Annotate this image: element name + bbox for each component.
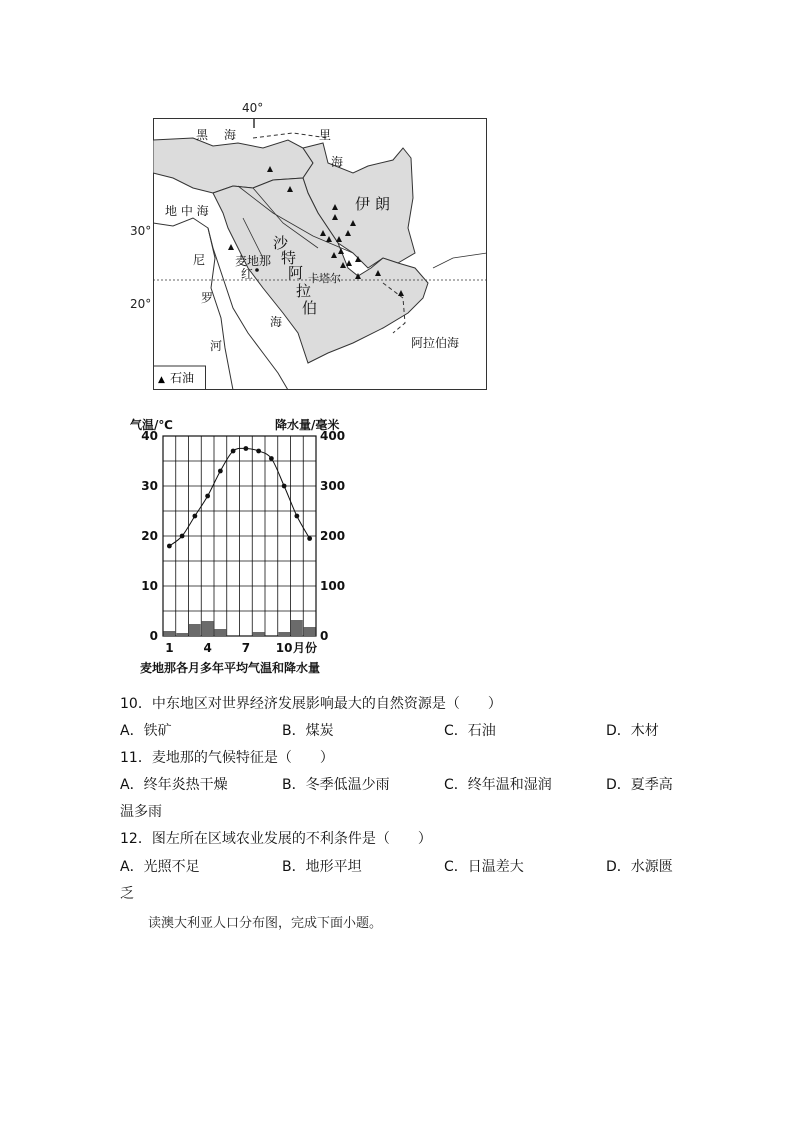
label-red-sea-1: 红 <box>241 267 254 281</box>
y-right-axis-label: 降水量/毫米 <box>275 418 340 432</box>
lat-30-label: 30° <box>130 224 152 238</box>
temperature-point <box>269 456 274 461</box>
q10-option-b[interactable]: B．煤炭 <box>282 723 334 739</box>
label-saudi-3: 阿 <box>288 264 304 282</box>
precip-bar <box>278 632 290 636</box>
climate-chart <box>120 412 360 677</box>
precip-bar <box>164 631 176 636</box>
label-nile-3: 河 <box>210 339 223 353</box>
label-iran-1: 伊 <box>355 195 371 213</box>
y-right-tick-label: 100 <box>320 579 346 593</box>
y-left-tick-label: 0 <box>149 629 158 643</box>
lat-20-label: 20° <box>130 297 152 311</box>
temperature-point <box>294 514 299 519</box>
x-tick-label: 10 <box>275 641 293 655</box>
temperature-point <box>231 449 236 454</box>
temperature-point <box>256 449 261 454</box>
q11-option-c[interactable]: C．终年温和湿润 <box>444 777 552 793</box>
label-saudi-5: 伯 <box>302 299 318 317</box>
q11-option-d-continued: 温多雨 <box>120 804 162 820</box>
q12-option-d-continued: 乏 <box>120 886 134 902</box>
label-saudi-1: 沙 <box>273 234 289 252</box>
y-right-tick-label: 0 <box>320 629 329 643</box>
y-left-axis-label: 气温/℃ <box>130 418 173 432</box>
y-left-tick-label: 40 <box>141 429 158 443</box>
precip-bar <box>253 632 265 636</box>
temperature-point <box>307 536 312 541</box>
middle-east-map <box>153 118 487 390</box>
temperature-point <box>218 469 223 474</box>
q10-option-d[interactable]: D．木材 <box>606 723 659 739</box>
q12-option-c[interactable]: C．日温差大 <box>444 859 524 875</box>
label-iran-2: 朗 <box>375 195 391 213</box>
chart-title: 麦地那各月多年平均气温和降水量 <box>140 661 321 675</box>
label-saudi-4: 拉 <box>296 282 312 300</box>
label-caspian-1: 里 <box>319 128 332 142</box>
precip-bar <box>202 621 214 636</box>
y-left-tick-label: 20 <box>141 529 158 543</box>
precip-bar <box>176 633 188 636</box>
medina-city-marker <box>255 268 259 272</box>
label-nile-2: 罗 <box>201 291 214 305</box>
map-svg <box>153 118 487 390</box>
q10-option-a[interactable]: A．铁矿 <box>120 723 172 739</box>
x-tick-label: 4 <box>203 641 212 655</box>
q12-option-b[interactable]: B．地形平坦 <box>282 859 362 875</box>
label-nile-1: 尼 <box>193 253 206 267</box>
label-arabian-sea: 阿拉伯海 <box>411 336 460 350</box>
q11-option-b[interactable]: B．冬季低温少雨 <box>282 777 390 793</box>
y-right-tick-label: 200 <box>320 529 346 543</box>
y-left-tick-label: 30 <box>141 479 158 493</box>
precip-bar <box>291 620 303 636</box>
lon-40-label: 40° <box>242 101 264 115</box>
temperature-point <box>205 494 210 499</box>
q12-option-a[interactable]: A．光照不足 <box>120 859 200 875</box>
question-11-stem: 11．麦地那的气候特征是（ ） <box>120 750 334 766</box>
y-right-tick-label: 300 <box>320 479 346 493</box>
legend-symbol: ▲ <box>158 375 165 385</box>
temperature-point <box>167 544 172 549</box>
x-axis-unit-label: 月份 <box>293 641 318 655</box>
x-tick-label: 1 <box>165 641 174 655</box>
label-saudi-2: 特 <box>281 249 297 267</box>
q12-option-d[interactable]: D．水源匮 <box>606 859 673 875</box>
label-black-sea-2: 海 <box>224 128 237 142</box>
q10-option-c[interactable]: C．石油 <box>444 723 496 739</box>
precip-bar <box>189 624 201 636</box>
q11-option-d[interactable]: D．夏季高 <box>606 777 673 793</box>
temperature-point <box>282 484 287 489</box>
label-qatar: 卡塔尔 <box>308 272 341 285</box>
temperature-point <box>192 514 197 519</box>
next-section-intro: 读澳大利亚人口分布图，完成下面小题。 <box>148 916 383 931</box>
legend-text: 石油 <box>170 371 195 385</box>
precip-bar <box>304 627 316 636</box>
temperature-point <box>243 446 248 451</box>
q11-option-a[interactable]: A．终年炎热干燥 <box>120 777 228 793</box>
temperature-point <box>180 534 185 539</box>
label-mediterranean: 地 中 海 <box>165 204 209 218</box>
precip-bar <box>215 629 227 636</box>
question-10-stem: 10．中东地区对世界经济发展影响最大的自然资源是（ ） <box>120 696 502 712</box>
chart-grid <box>163 436 316 636</box>
y-right-tick-label: 400 <box>320 429 346 443</box>
label-black-sea-1: 黑 <box>196 128 209 142</box>
question-12-stem: 12．图左所在区域农业发展的不利条件是（ ） <box>120 831 432 847</box>
climate-chart-svg <box>120 412 360 677</box>
y-left-tick-label: 10 <box>141 579 158 593</box>
label-red-sea-2: 海 <box>270 315 283 329</box>
x-tick-label: 7 <box>241 641 251 655</box>
label-medina: 麦地那 <box>235 254 272 268</box>
label-caspian-2: 海 <box>331 155 344 169</box>
